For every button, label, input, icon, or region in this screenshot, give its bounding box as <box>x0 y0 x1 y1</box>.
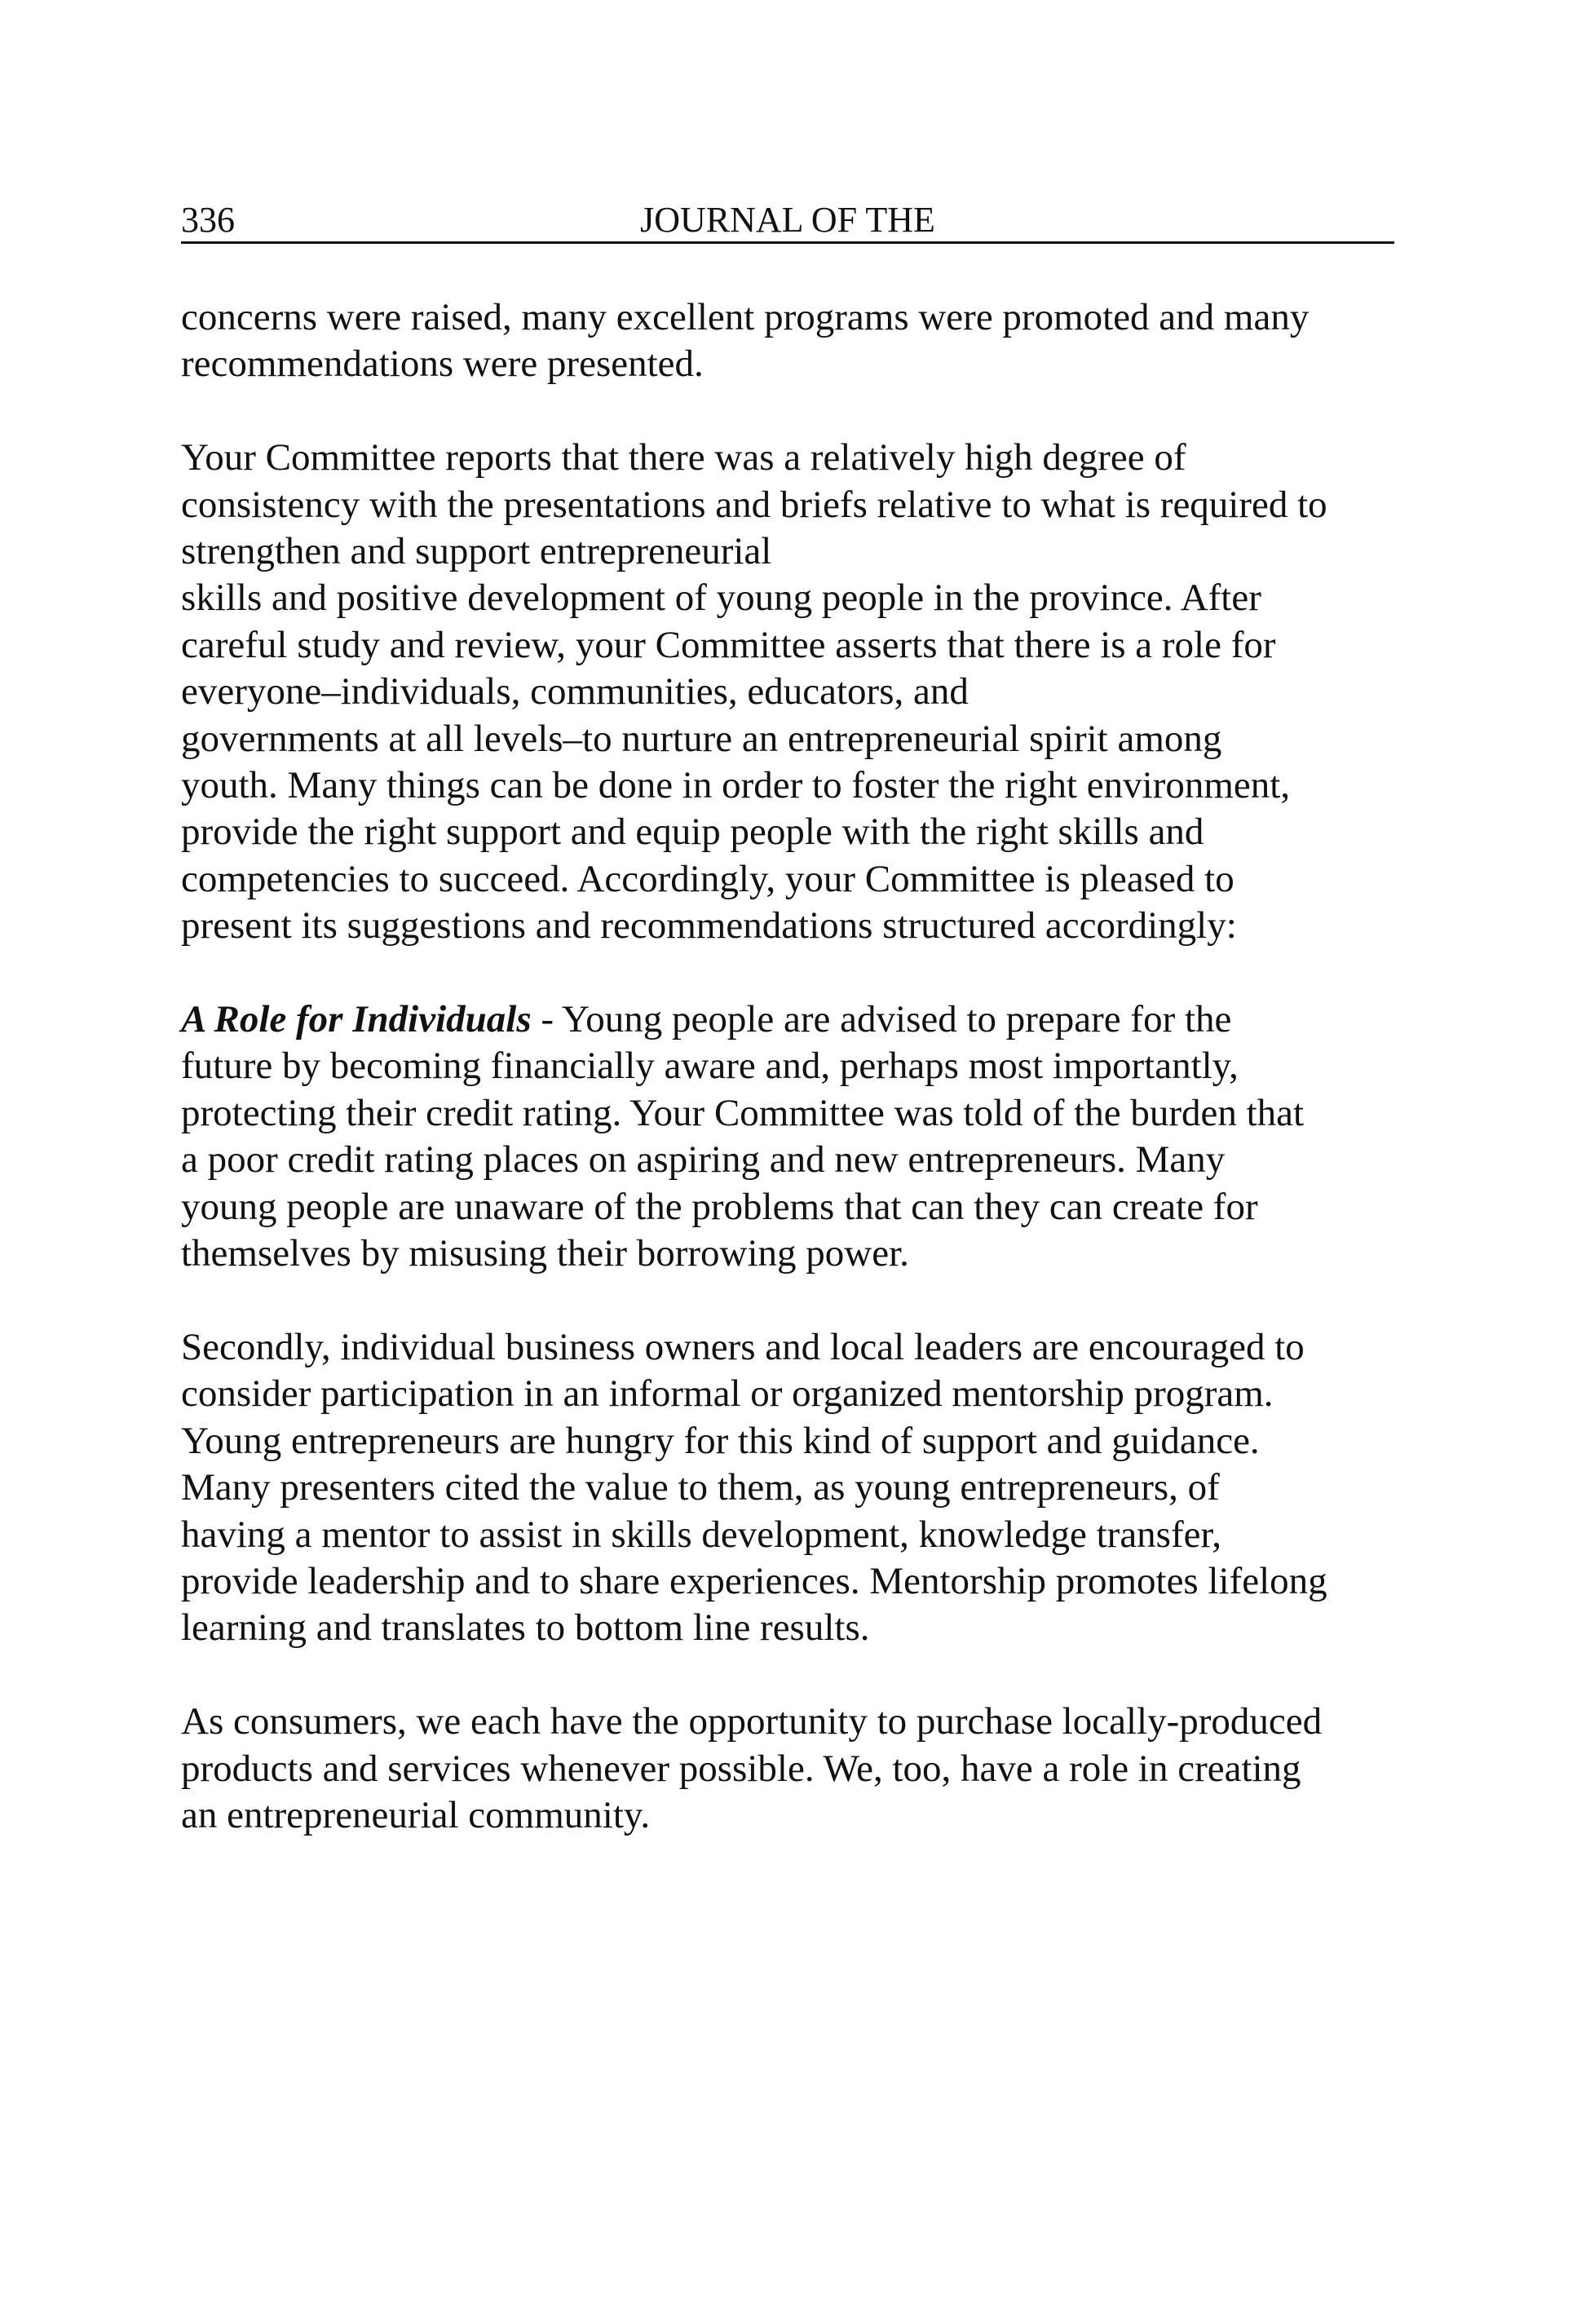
paragraph-2 <box>181 435 1404 949</box>
text-line: As consumers, we each have the opportunity to purchase locally-produced <box>181 1700 1323 1743</box>
text-line: youth. Many things can be done in order to foster the right environment, <box>181 764 1291 807</box>
text-line: Many presenters cited the value to them, as young entrepreneurs, of <box>181 1466 1220 1509</box>
page-number: 336 <box>181 200 235 240</box>
text-line: present its suggestions and recommendations structured accordingly: <box>181 904 1237 948</box>
text-line: Secondly, individual business owners and local leaders are encouraged to <box>181 1325 1305 1368</box>
text-line: everyone–individuals, communities, educators, and <box>181 670 969 714</box>
text-line: governments at all levels–to nurture an entrepreneurial spirit among <box>181 717 1222 760</box>
text-line: consistency with the presentations and briefs relative to what is required to <box>181 483 1327 526</box>
text-line: consider participation in an informal or organized mentorship program. <box>181 1372 1274 1416</box>
text-line: Young entrepreneurs are hungry for this kind of support and guidance. <box>181 1419 1260 1462</box>
text-line: learning and translates to bottom line results. <box>181 1606 870 1650</box>
text-line: skills and positive development of young people in the province. After <box>181 577 1261 620</box>
text-line: young people are unaware of the problems that can they can create for <box>181 1185 1258 1228</box>
paragraph-3 <box>181 996 1404 1277</box>
running-head: JOURNAL OF THE <box>640 200 935 240</box>
text-line: concerns were raised, many excellent programs were promoted and many <box>181 296 1310 338</box>
paragraph-1 <box>181 294 1404 388</box>
run-in-text: - Young people are advised to prepare for the <box>531 998 1232 1041</box>
text-line: a poor credit rating places on aspiring and new entrepreneurs. Many <box>181 1138 1226 1182</box>
text-line: future by becoming financially aware and, perhaps most importantly, <box>181 1045 1239 1088</box>
text-line: an entrepreneurial community. <box>181 1793 651 1836</box>
text-line: protecting their credit rating. Your Committee was told of the burden that <box>181 1091 1305 1134</box>
text-line: having a mentor to assist in skills development, knowledge transfer, <box>181 1513 1221 1556</box>
paragraph-4 <box>181 1324 1404 1652</box>
text-line: careful study and review, your Committee asserts that there is a role for <box>181 623 1276 666</box>
body-text <box>181 294 1404 1886</box>
paragraph-5 <box>181 1699 1404 1839</box>
text-line: provide leadership and to share experiences. Mentorship promotes lifelong <box>181 1559 1327 1602</box>
text-line: themselves by misusing their borrowing power. <box>181 1232 909 1275</box>
run-in-heading: A Role for Individuals <box>181 998 532 1041</box>
text-line <box>181 996 1404 1043</box>
text-line: provide the right support and equip people with the right skills and <box>181 811 1204 854</box>
text-line: products and services whenever possible. We, too, have a role in creating <box>181 1747 1301 1790</box>
page-header <box>181 199 1394 244</box>
text-line: strengthen and support entrepreneurial <box>181 530 772 573</box>
text-line: recommendations were presented. <box>181 342 704 386</box>
text-line: competencies to succeed. Accordingly, your Committee is pleased to <box>181 857 1234 900</box>
text-line: Your Committee reports that there was a relatively high degree of <box>181 436 1186 479</box>
